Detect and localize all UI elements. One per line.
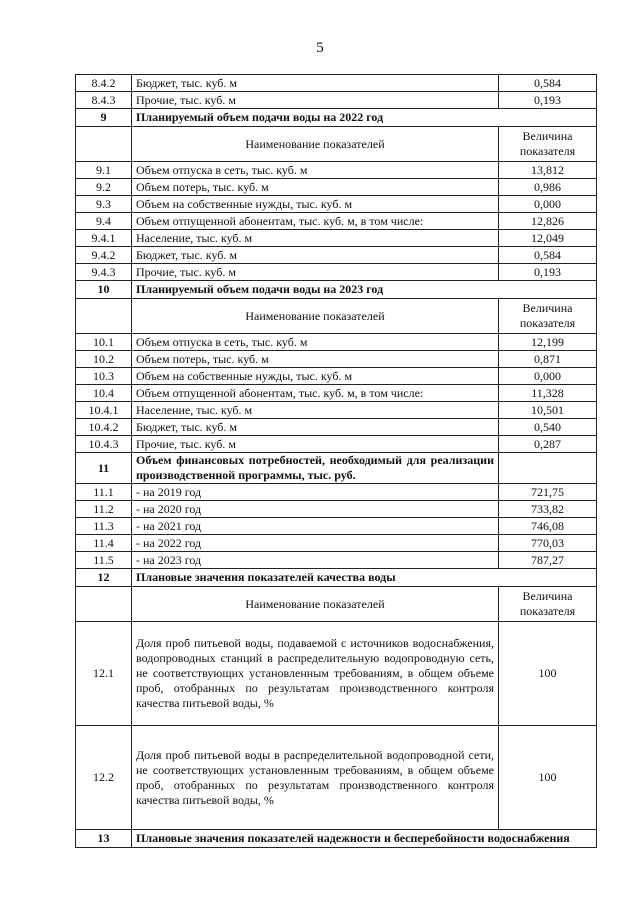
table-row: 11.3 - на 2021 год 746,08: [76, 518, 597, 535]
table-row: 10.4.3 Прочие, тыс. куб. м 0,287: [76, 436, 597, 453]
table-row: 11.1 - на 2019 год 721,75: [76, 484, 597, 501]
table-row: 10.4.2 Бюджет, тыс. куб. м 0,540: [76, 419, 597, 436]
table-row: 8.4.2 Бюджет, тыс. куб. м 0,584: [76, 75, 597, 92]
table-row: 9.4 Объем отпущенной абонентам, тыс. куб. м, в том числе: 12,826: [76, 213, 597, 230]
column-header-row: Наименование показателей Величина показателя: [76, 587, 597, 622]
table-row: 10.4.1 Население, тыс. куб. м 10,501: [76, 402, 597, 419]
table-row: 11.2 - на 2020 год 733,82: [76, 501, 597, 518]
column-header-row: Наименование показателей Величина показателя: [76, 299, 597, 334]
table-row: 11.5 - на 2023 год 787,27: [76, 552, 597, 569]
table-row: 10.4 Объем отпущенной абонентам, тыс. куб. м, в том числе: 11,328: [76, 385, 597, 402]
table-row: 9.4.2 Бюджет, тыс. куб. м 0,584: [76, 247, 597, 264]
table-row: 10.2 Объем потерь, тыс. куб. м 0,871: [76, 351, 597, 368]
table-row: 9.4.1 Население, тыс. куб. м 12,049: [76, 230, 597, 247]
table-row: 10.1 Объем отпуска в сеть, тыс. куб. м 12,199: [76, 334, 597, 351]
table-row: 9.4.3 Прочие, тыс. куб. м 0,193: [76, 264, 597, 281]
column-header-row: Наименование показателей Величина показателя: [76, 127, 597, 162]
table-row: 8.4.3 Прочие, тыс. куб. м 0,193: [76, 92, 597, 109]
section-heading-11: 11 Объем финансовых потребностей, необходимый для реализации производственной программы, тыс. руб.: [76, 453, 597, 484]
section-heading-10: 10 Планируемый объем подачи воды на 2023 год: [76, 281, 597, 299]
section-heading-13: 13 Плановые значения показателей надежности и бесперебойности водоснабжения: [76, 830, 597, 848]
table-row: 10.3 Объем на собственные нужды, тыс. куб. м 0,000: [76, 368, 597, 385]
indicators-table: [75, 74, 597, 848]
table-row: 11.4 - на 2022 год 770,03: [76, 535, 597, 552]
table-row: 9.2 Объем потерь, тыс. куб. м 0,986: [76, 179, 597, 196]
table-row: 9.3 Объем на собственные нужды, тыс. куб. м 0,000: [76, 196, 597, 213]
page-number: 5: [316, 40, 324, 56]
table-row: 9.1 Объем отпуска в сеть, тыс. куб. м 13,812: [76, 162, 597, 179]
section-heading-12: 12 Плановые значения показателей качества воды: [76, 569, 597, 587]
table-row: 12.2 Доля проб питьевой воды в распределительной водопроводной сети, не соответствующих установленным требованиям, в общем объеме проб, отобранных по результатам производственного контроля качества питьевой воды, % 100: [76, 726, 597, 830]
section-heading-9: 9 Планируемый объем подачи воды на 2022 год: [76, 109, 597, 127]
table-row: 12.1 Доля проб питьевой воды, подаваемой с источников водоснабжения, водопроводных станций в распределительную водопроводную сеть, не соответствующих установленным требованиям, в общем объеме проб, отобранных по результатам производственного контроля качества питьевой воды, % 100: [76, 622, 597, 726]
